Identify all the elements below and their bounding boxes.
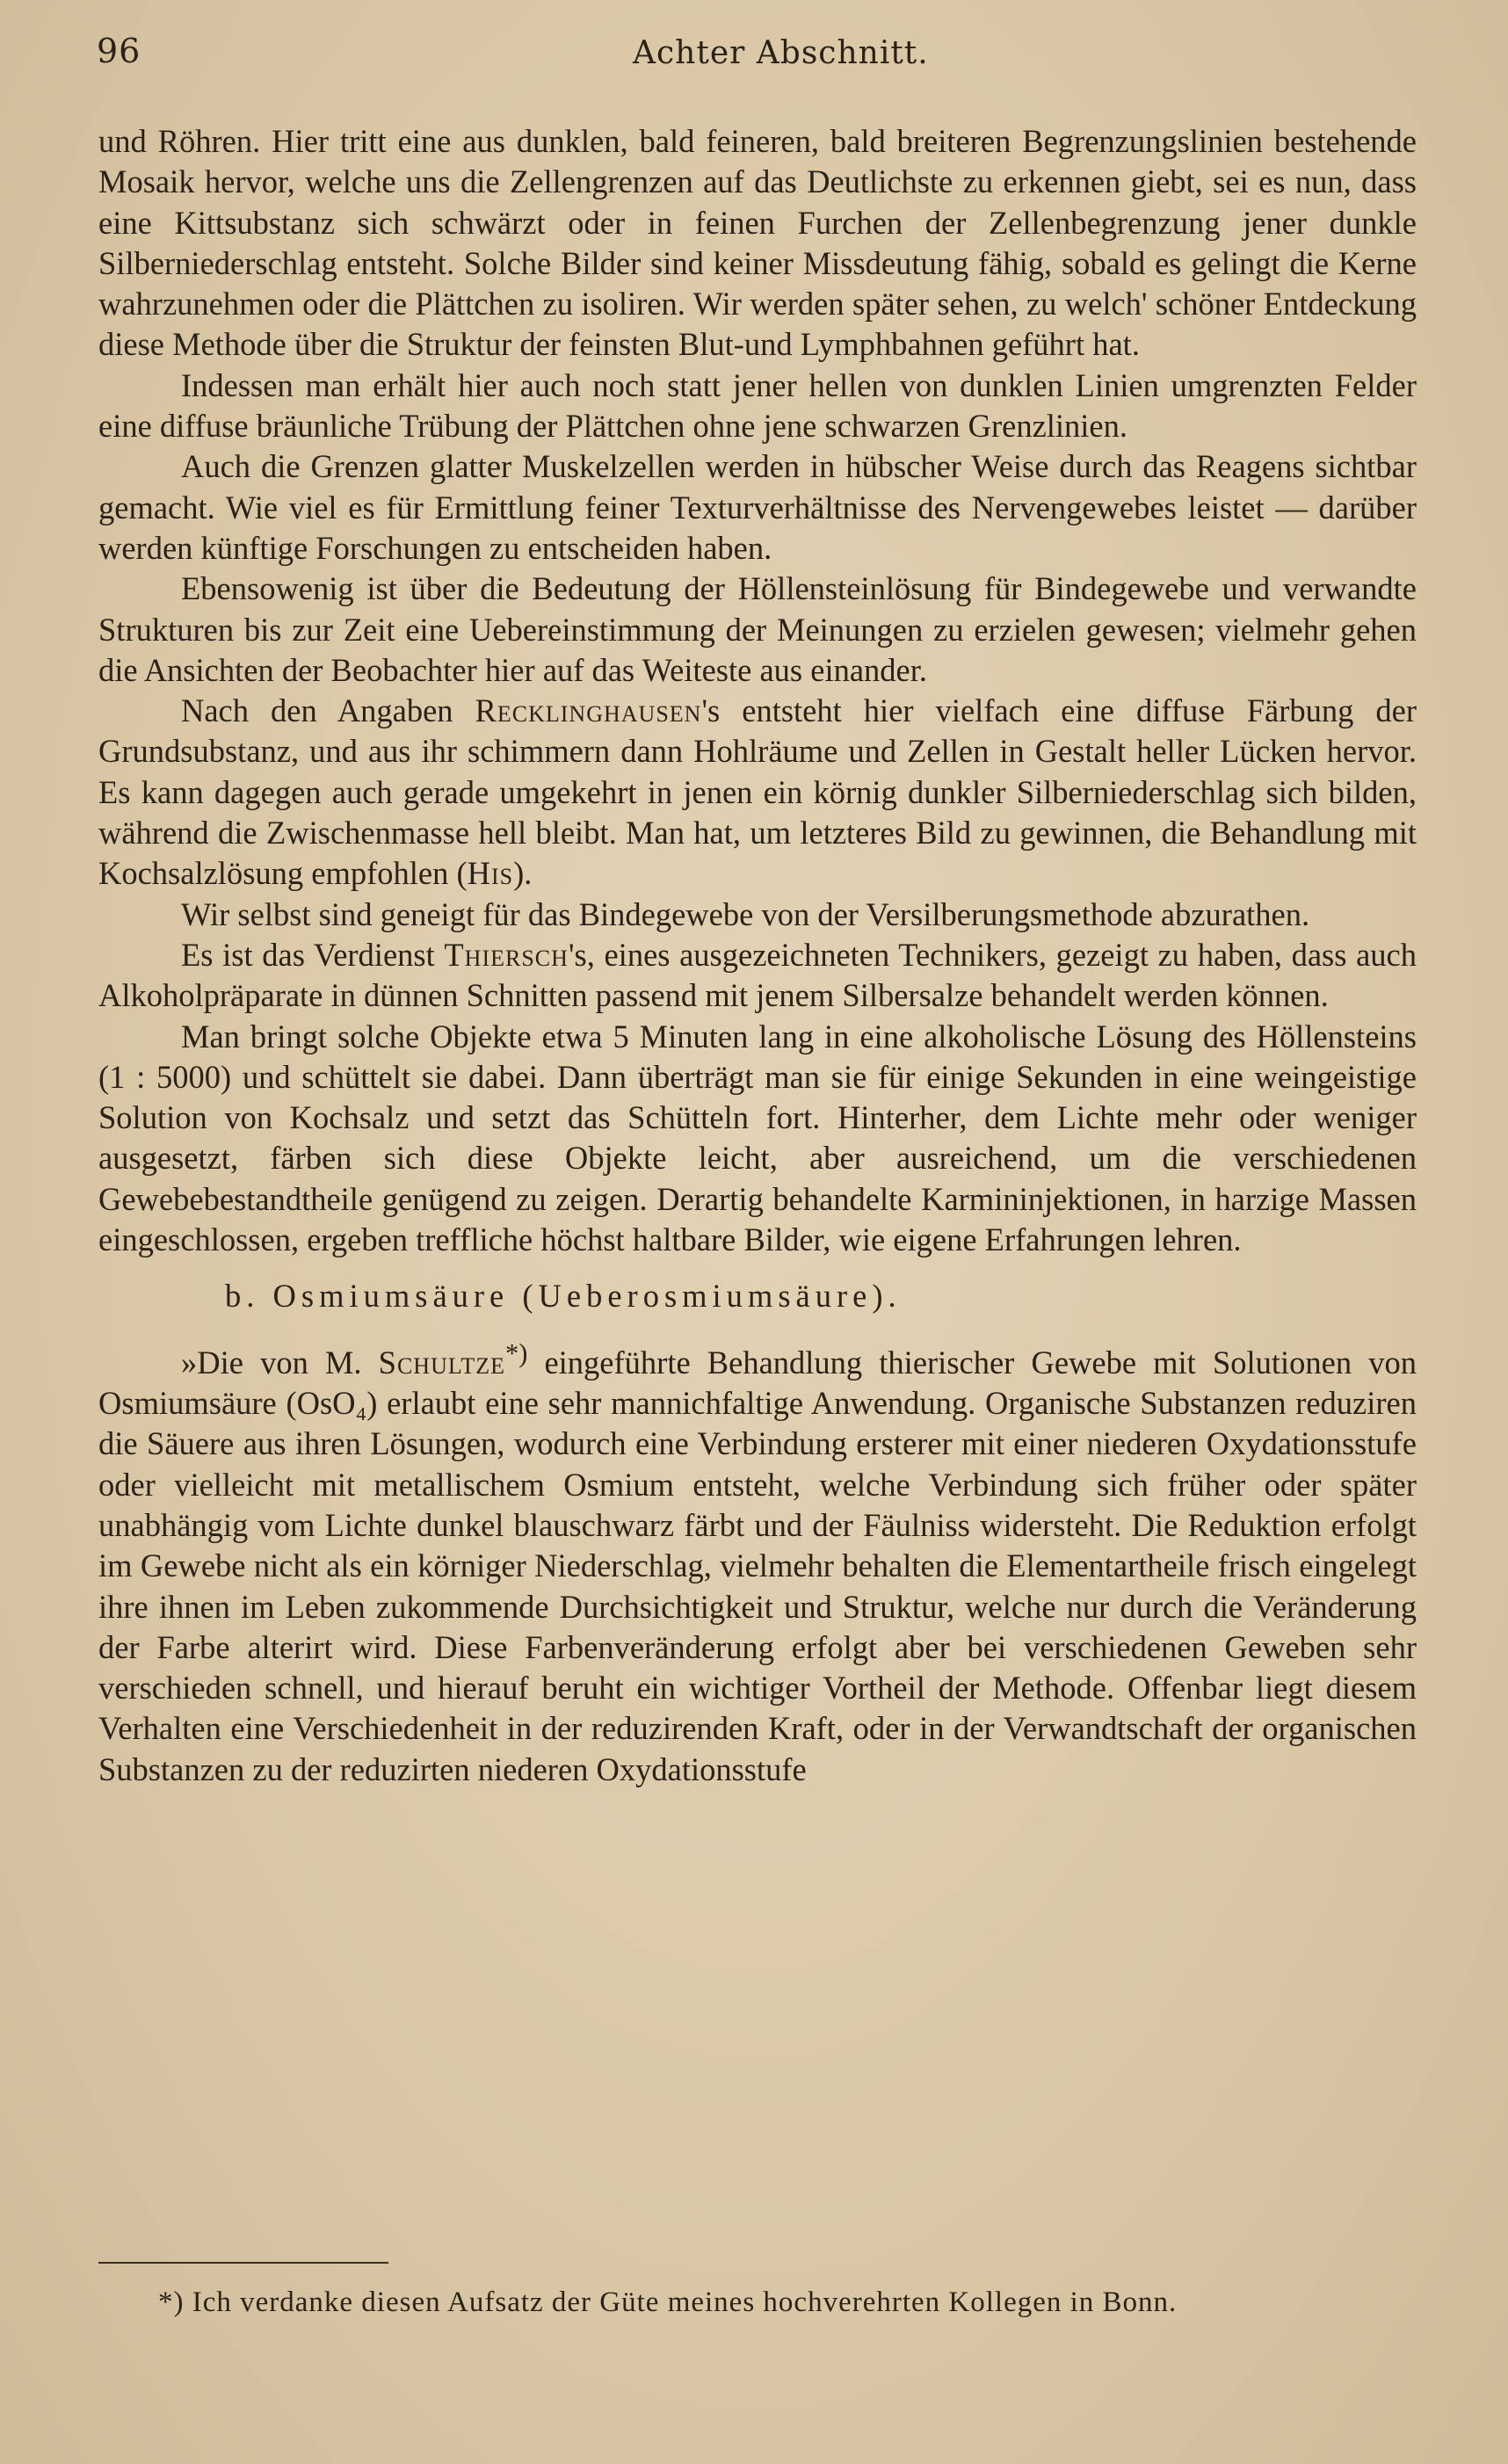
- paragraph-7-post: 's, eines ausgezeichneten Technikers, gezeigt zu haben, dass auch Alkoholpräparate in dünnen Schnitten passend mit jenem Silbersalze behandelt werden können.: [98, 936, 1417, 1014]
- author-name-recklinghausen: Recklinghausen: [475, 692, 702, 729]
- body-text: [98, 121, 1417, 1790]
- paragraph-9-post: eingeführte Behandlung thierischer Gewebe mit Solutionen von Osmiumsäure (OsO₄) erlaubt eine sehr mannichfaltige Anwendung. Organische Substanzen reduziren die Säuere aus ihren Lösungen, wodurch eine Verbindung ersterer mit einer niederen Oxydationsstufe oder vielleicht mit metallischem Osmium entsteht, welche Verbindung sich früher oder später unabhängig vom Lichte dunkel blauschwarz färbt und der Fäulniss widersteht. Die Reduktion erfolgt im Gewebe nicht als ein körniger Niederschlag, vielmehr behalten die Elementartheile frisch eingelegt ihre ihnen im Leben zukommende Durchsichtigkeit und Struktur, welche nur durch die Veränderung der Farbe alterirt wird. Diese Farbenveränderung erfolgt aber bei verschiedenen Geweben sehr verschieden schnell, und hierauf beruht ein wichtiger Vortheil der Methode. Offenbar liegt diesem Verhalten eine Verschiedenheit in der reduzirenden Kraft, oder in der Verwandtschaft der organischen Substanzen zu der reduzirten niederen Oxydationsstufe: [98, 1344, 1417, 1787]
- paragraph-9-pre: »Die von M.: [181, 1344, 379, 1381]
- running-head: Achter Abschnitt.: [633, 35, 929, 71]
- author-name-schultze: Schultze: [378, 1344, 505, 1381]
- paragraph-8: Man bringt solche Objekte etwa 5 Minuten lang in eine alkoholische Lösung des Höllensteins (1 : 5000) und schüttelt sie dabei. Dann überträgt man sie für einige Sekunden in eine weingeistige Solution von Kochsalz und setzt das Schütteln fort. Hinterher, dem Lichte mehr oder weniger ausgesetzt, färben sich diese Objekte leicht, aber ausreichend, um die verschiedenen Gewebebestandtheile genügend zu zeigen. Derartig behandelte Karmininjektionen, in harzige Massen eingeschlossen, ergeben treffliche höchst haltbare Bilder, wie eigene Erfahrungen lehren.: [98, 1018, 1417, 1258]
- author-name-thiersch: Thiersch: [444, 936, 569, 973]
- page-header: [97, 32, 1415, 84]
- paragraph-5: [98, 691, 1417, 894]
- section-heading: b. Osmiumsäure (Ueberosmiumsäure).: [225, 1278, 902, 1315]
- paragraph-1: und Röhren. Hier tritt eine aus dunklen, bald feineren, bald breiteren Begrenzungslinien bestehende Mosaik hervor, welche uns die Zellengrenzen auf das Deutlichste zu erkennen giebt, sei es nun, dass eine Kittsubstanz sich schwärzt oder in feinen Furchen der Zellenbegrenzung jener dunkle Silberniederschlag entsteht. Solche Bilder sind keiner Missdeutung fähig, sobald es gelingt die Kerne wahrzunehmen oder die Plättchen zu isoliren. Wir werden später sehen, zu welch' schöner Entdeckung diese Methode über die Struktur der feinsten Blut-und Lymphbahnen geführt hat.: [98, 123, 1417, 363]
- paragraph-5-mid: 's entsteht hier vielfach eine diffuse Färbung der Grundsubstanz, und aus ihr schimmern dann Hohlräume und Zellen in Gestalt heller Lücken hervor. Es kann dagegen auch gerade umgekehrt in jenen ein körnig dunkler Silberniederschlag sich bilden, während die Zwischenmasse hell bleibt. Man hat, um letzteres Bild zu gewinnen, die Behandlung mit Kochsalzlösung empfohlen (: [98, 692, 1417, 892]
- footnote-marker: *): [505, 1337, 528, 1368]
- paragraph-3: Auch die Grenzen glatter Muskelzellen werden in hübscher Weise durch das Reagens sichtbar gemacht. Wie viel es für Ermittlung feiner Texturverhältnisse des Nervengewebes leistet — darüber werden künftige Forschungen zu entscheiden haben.: [98, 448, 1417, 566]
- author-name-his: His: [467, 855, 514, 892]
- footnote: *) Ich verdanke diesen Aufsatz der Güte meines hochverehrten Kollegen in Bonn.: [158, 2286, 1178, 2318]
- paragraph-9: [98, 1333, 1417, 1790]
- paragraph-5-post: ).: [513, 855, 533, 892]
- paragraph-5-pre: Nach den Angaben: [181, 692, 475, 729]
- paragraph-4: Ebensowenig ist über die Bedeutung der Höllensteinlösung für Bindegewebe und verwandte Strukturen bis zur Zeit eine Uebereinstimmung der Meinungen zu erzielen gewesen; vielmehr gehen die Ansichten der Beobachter hier auf das Weiteste aus einander.: [98, 570, 1417, 688]
- page-number: 96: [97, 32, 141, 70]
- paragraph-2: Indessen man erhält hier auch noch statt jener hellen von dunklen Linien umgrenzten Felder eine diffuse bräunliche Trübung der Plättchen ohne jene schwarzen Grenzlinien.: [98, 366, 1417, 445]
- paragraph-6: Wir selbst sind geneigt für das Bindegewebe von der Versilberungsmethode abzurathen.: [181, 895, 1310, 932]
- footnote-divider: [98, 2262, 388, 2264]
- paragraph-7: [98, 935, 1417, 1017]
- paragraph-7-pre: Es ist das Verdienst: [181, 936, 445, 973]
